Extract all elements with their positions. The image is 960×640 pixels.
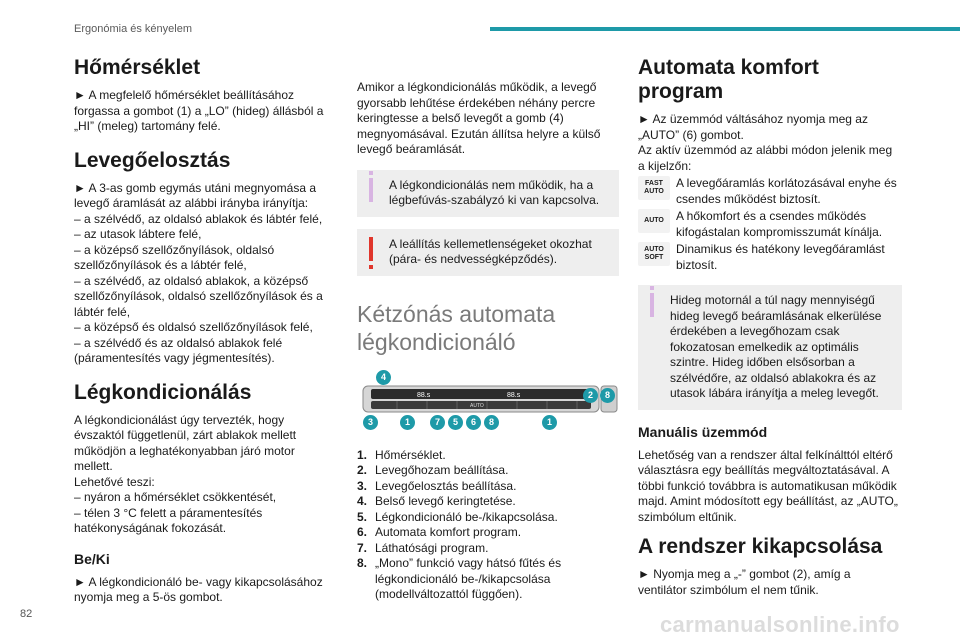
legend-item: 1. Hőmérséklet. <box>357 447 446 462</box>
callout-1b: 1 <box>542 415 557 430</box>
control-legend <box>357 448 619 603</box>
heading-manual-mode: Manuális üzemmód <box>638 423 768 440</box>
fast-auto-icon: FAST AUTO <box>638 176 670 200</box>
info-icon <box>369 178 373 202</box>
warning-icon <box>369 237 373 261</box>
heading-dual-zone: Kétzónás automata légkondicionáló <box>357 300 556 355</box>
auto-icon: AUTO <box>638 209 670 233</box>
control-panel-illustration <box>357 370 619 430</box>
header-accent-bar <box>490 27 960 31</box>
callout-3: 3 <box>363 415 378 430</box>
info-note <box>357 170 619 217</box>
legend-item: 5. Légkondicionáló be-/kikapcsolása. <box>357 509 558 524</box>
right-temp-display: 88.s <box>507 391 521 399</box>
callout-1: 1 <box>400 415 415 430</box>
callout-8: 8 <box>600 388 615 403</box>
callout-8b: 8 <box>484 415 499 430</box>
recirculation-text: Amikor a légkondicionálás működik, a levegő gyorsabb lehűtése érdekében néhány percre keringtesse a belső levegőt a gomb (4) megnyomásával. Ezután állítsa helyre a külső levegő beáramlását. <box>357 80 601 156</box>
auto-button-label: AUTO <box>470 402 484 409</box>
warning-note-text: A leállítás kellemetlenségeket okozhat (pára- és nedvességképződés). <box>389 236 592 266</box>
list-item: – a szélvédő, az oldalsó ablakok, a középső szellőzőnyílások, oldalsó szellőzőnyílások és a lábtér felé, <box>74 273 323 319</box>
left-temp-display: 88.s <box>417 391 431 399</box>
list-item: – a szélvédő és az oldalsó ablakok felé (páramentesítés vagy jégmentesítés). <box>74 335 283 365</box>
legend-item: 3. Levegőelosztás beállítása. <box>357 478 517 493</box>
info-icon <box>650 293 654 317</box>
column-left <box>74 56 332 606</box>
watermark: carmanualsonline.info <box>660 612 900 637</box>
list-item: – a szélvédő, az oldalsó ablakok és lábtér felé, <box>74 211 323 226</box>
callout-5: 5 <box>448 415 463 430</box>
page-number: 82 <box>20 608 33 620</box>
legend-item: 4. Belső levegő keringtetése. <box>357 494 516 508</box>
legend-item: 8. „Mono” funkció vagy hátsó fűtés és légkondicionáló be-/kikapcsolása (modellváltozattól függően). <box>357 556 562 601</box>
list-item: – télen 3 °C felett a páramentesítés hatékonyságának fokozását. <box>74 505 263 535</box>
list-item: – a középső és oldalsó szellőzőnyílások felé, <box>74 320 313 334</box>
system-off-text: ► Nyomja meg a „-” gombot (2), amíg a ventilátor szimbólum el nem tűnik. <box>638 567 851 597</box>
heading-system-off: A rendszer kikapcsolása <box>638 535 883 558</box>
column-middle <box>357 80 619 603</box>
mode-row-soft: AUTO SOFT Dinamikus és hatékony levegőáramlást biztosít. <box>638 242 902 273</box>
mode-row-fast: FAST AUTO A levegőáramlás korlátozásával enyhe és csendes működést biztosít. <box>638 176 902 207</box>
list-item: – nyáron a hőmérséklet csökkentését, <box>74 490 277 504</box>
callout-2: 2 <box>583 388 598 403</box>
list-item: – a középső szellőzőnyílások, oldalsó szellőzőnyílások és a lábtér felé, <box>74 242 275 272</box>
legend-item: 2. Levegőhozam beállítása. <box>357 463 509 477</box>
air-distribution-text: ► A 3-as gomb egymás utáni megnyomása a levegő áramlását az alábbi irányba irányítja: <box>74 180 317 210</box>
heading-auto-comfort: Automata komfort program <box>638 56 819 103</box>
ac-text-1: A légkondicionálást úgy tervezték, hogy évszaktól függetlenül, zárt ablakok mellett működjön a leghatékonyabban járó motor mellett. <box>74 412 297 473</box>
list-item: – az utasok lábtere felé, <box>74 227 202 241</box>
info-note-cold-engine <box>638 285 902 410</box>
on-off-text: ► A légkondicionáló be- vagy kikapcsolásához nyomja meg a 5-ös gombot. <box>74 574 323 604</box>
auto-text-2: Az aktív üzemmód az alábbi módon jelenik meg a kijelzőn: <box>638 143 893 173</box>
auto-soft-icon: AUTO SOFT <box>638 242 670 266</box>
info-note-text: Hideg motornál a túl nagy mennyiségű hideg levegő beáramlásának elkerülése érdekében a levegőhozam csak fokozatosan emelkedik az optimális szintre. Hideg időben elsősorban a szélvédőre, az oldalsó ablakokra és az utasok lábára irányítja a meleg levegőt. <box>670 293 882 400</box>
auto-text-1: ► Az üzemmód váltásához nyomja meg az „AUTO” (6) gombot. <box>638 112 868 142</box>
column-right <box>638 56 902 598</box>
heading-air-distribution: Levegőelosztás <box>74 148 231 172</box>
info-note-text: A légkondicionálás nem működik, ha a légbefúvás-szabályzó ki van kapcsolva. <box>389 177 600 207</box>
ac-text-2: Lehetővé teszi: <box>74 474 155 489</box>
mode-row-auto: AUTO A hőkomfort és a csendes működés kifogástalan kompromisszumát kínálja. <box>638 209 902 240</box>
callout-7: 7 <box>430 415 445 430</box>
legend-item: 7. Láthatósági program. <box>357 540 489 555</box>
warning-note <box>357 229 619 276</box>
callout-4: 4 <box>376 370 391 385</box>
manual-mode-text: Lehetőség van a rendszer által felkínálttól eltérő választásra egy beállítás megváltoztatásával. A többi funkció továbbra is automatikusan működik majd. Amint módosított egy beállítást, az „AUTO„ szimbólum eltűnik. <box>638 447 898 524</box>
air-distribution-list <box>74 212 332 367</box>
callout-6: 6 <box>466 415 481 430</box>
temperature-text: ► A megfelelő hőmérséklet beállításához forgassa a gombot (1) a „LO” (hideg) állásból a „HI” (meleg) tartomány felé. <box>74 88 324 133</box>
legend-item: 6. Automata komfort program. <box>357 525 522 539</box>
section-header: Ergonómia és kényelem <box>74 23 193 35</box>
heading-temperature: Hőmérséklet <box>74 56 201 79</box>
heading-air-conditioning: Légkondicionálás <box>74 380 252 404</box>
heading-on-off: Be/Ki <box>74 550 110 567</box>
